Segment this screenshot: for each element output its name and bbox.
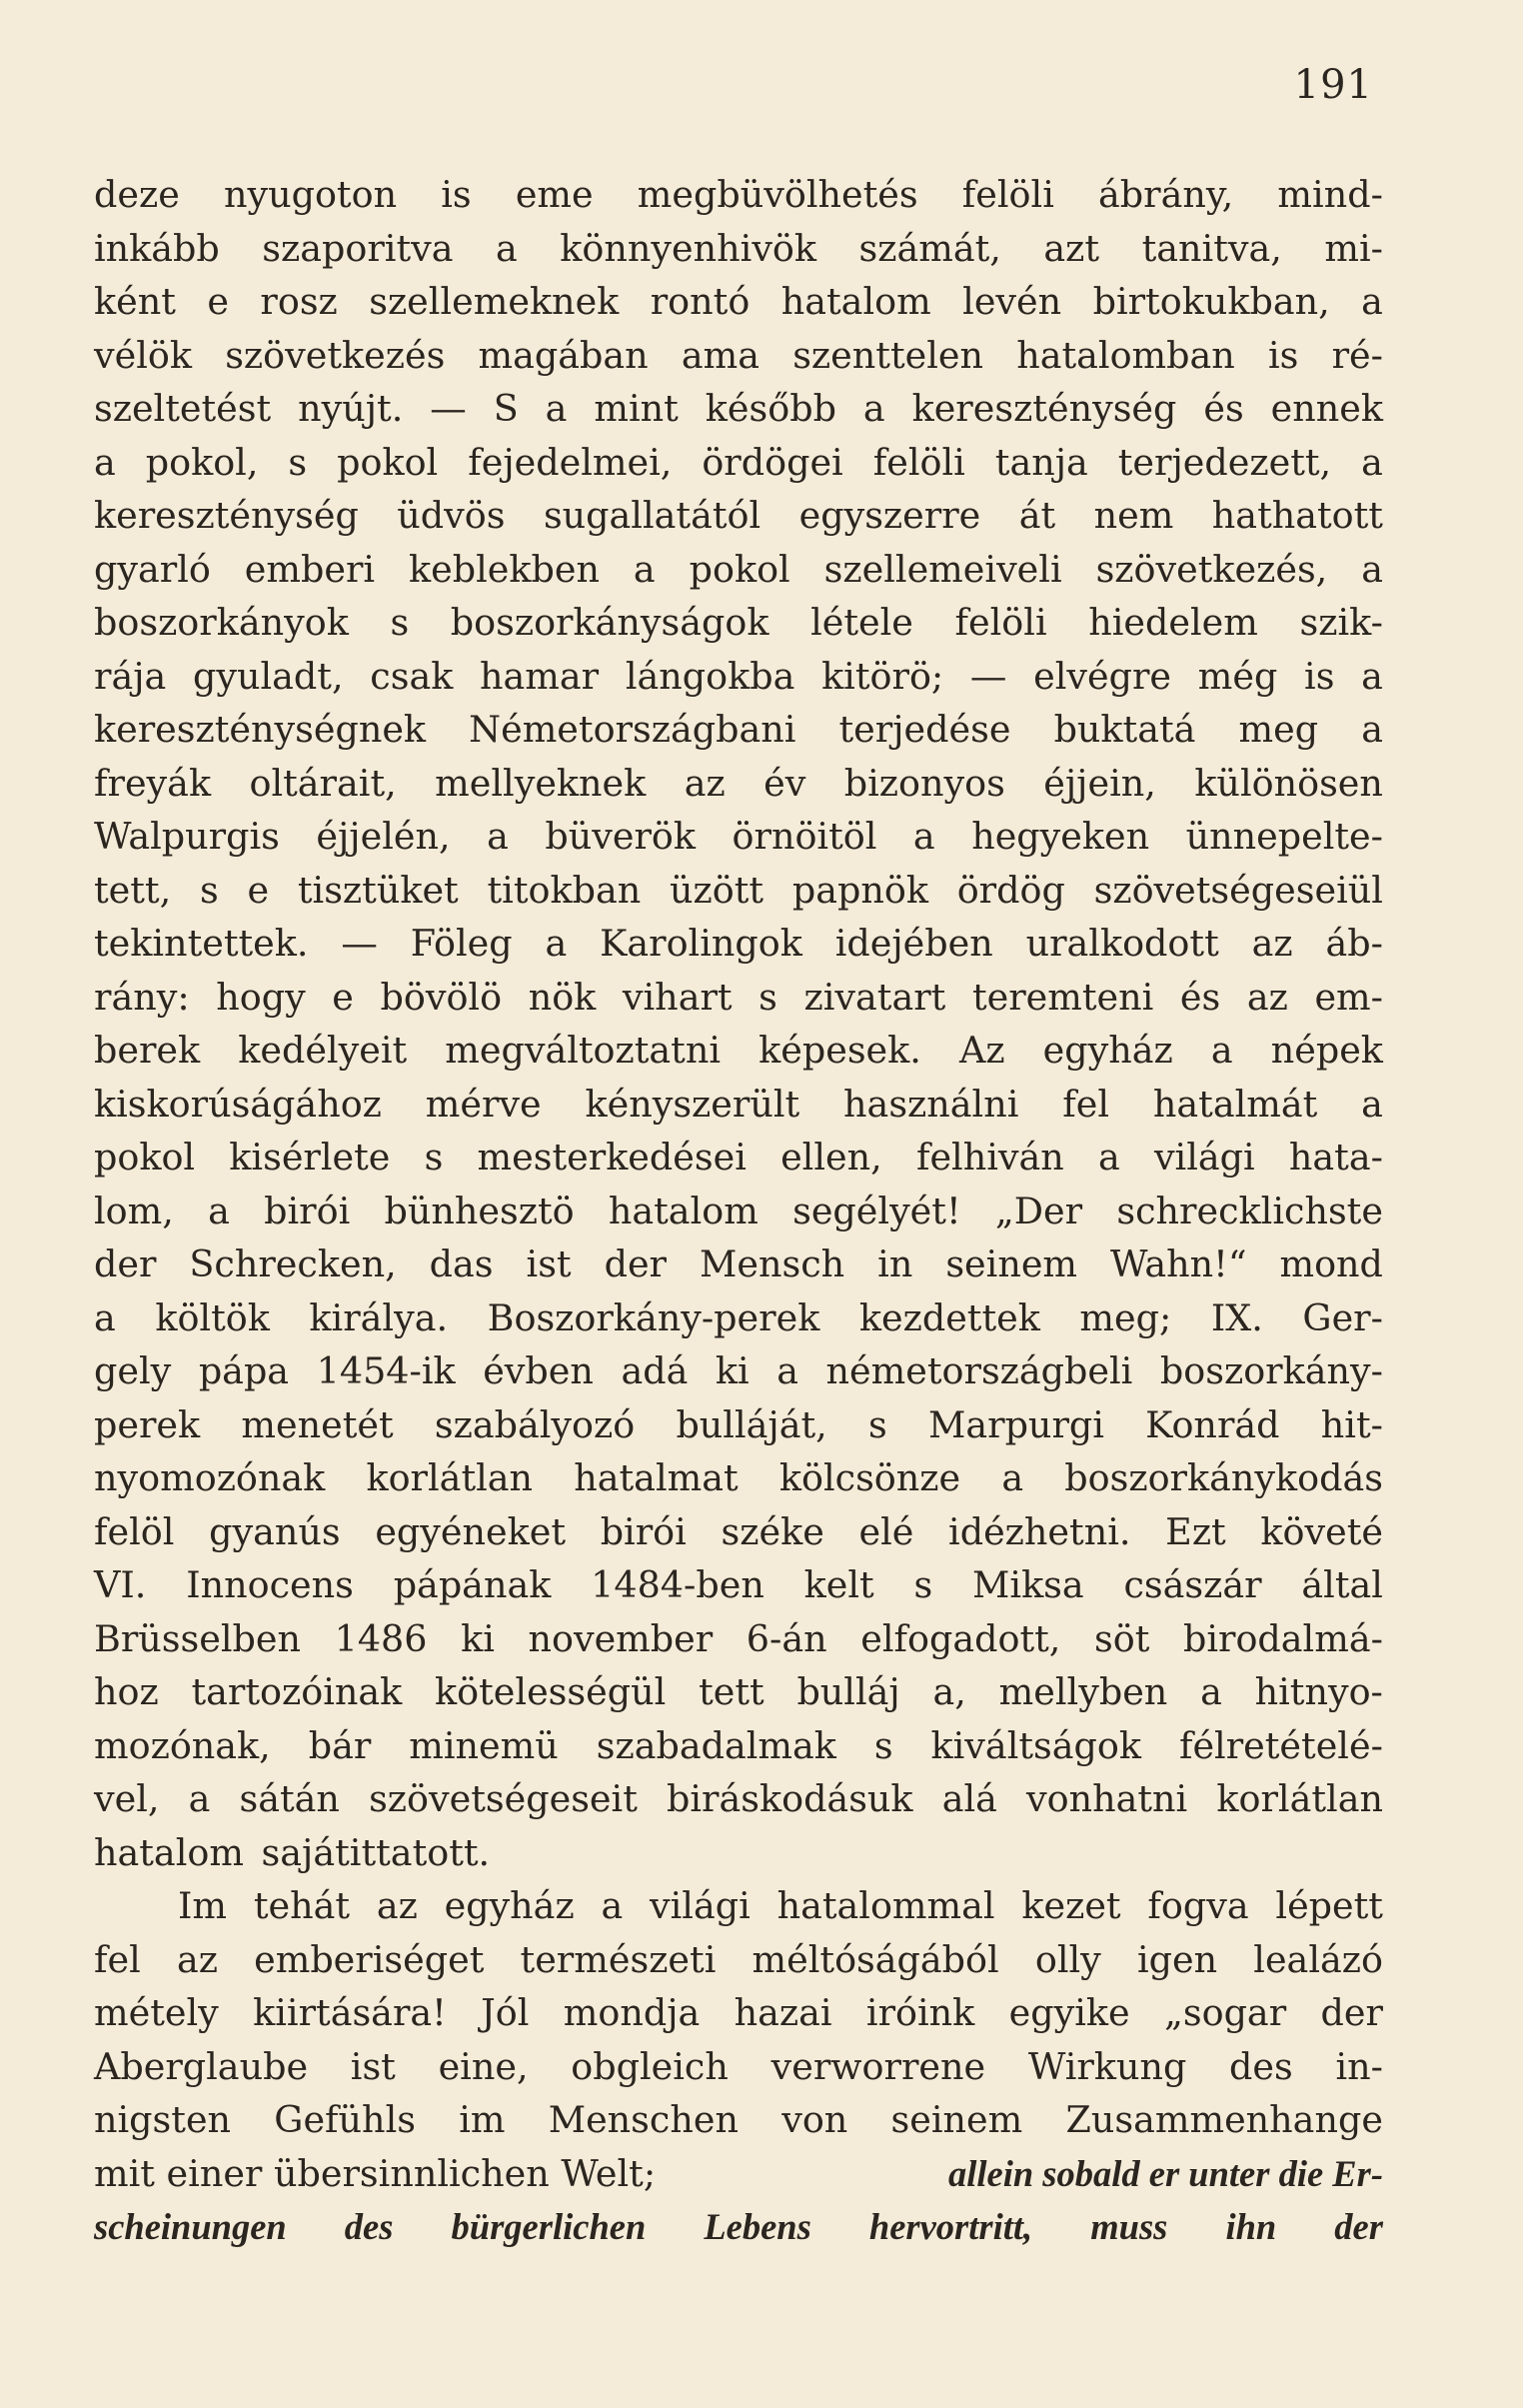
text-line: vel, a sátán szövetségeseit biráskodásuk alá vonhatni korlátlan bbox=[94, 1777, 1383, 1820]
text-line: rány: hogy e bövölö nök vihart s zivatart teremteni és az em- bbox=[94, 975, 1383, 1019]
text-line: tekintettek. — Föleg a Karolingok idejében uralkodott az áb- bbox=[94, 922, 1383, 965]
text-line: szeltetést nyújt. — S a mint később a kereszténység és ennek bbox=[94, 387, 1383, 430]
text-line: Brüsselben 1486 ki november 6-án elfogadott, söt birodalmá- bbox=[94, 1616, 1383, 1660]
text-line: tett, s e tisztüket titokban üzött papnök ördög szövetségeseiül bbox=[94, 868, 1383, 912]
text-line bbox=[94, 2147, 1383, 2201]
text-line: vélök szövetkezés magában ama szenttelen hatalomban is ré- bbox=[94, 333, 1383, 377]
text-line: boszorkányok s boszorkányságok létele felöli hiedelem szik- bbox=[94, 601, 1383, 644]
text-line: fel az emberiséget természeti méltóságából olly igen lealázó bbox=[94, 1937, 1383, 1981]
text-line: perek menetét szabályozó bulláját, s Marpurgi Konrád hit- bbox=[94, 1402, 1383, 1446]
page-number: 191 bbox=[1293, 62, 1373, 108]
text-line: a pokol, s pokol fejedelmei, ördögei felöli tanja terjedezett, a bbox=[94, 440, 1383, 484]
text-line-regular: mit einer übersinnlichen Welt; bbox=[94, 2151, 657, 2195]
text-line: der Schrecken, das ist der Mensch in seinem Wahn!“ mond bbox=[94, 1242, 1383, 1285]
text-line: pokol kisérlete s mesterkedései ellen, felhiván a világi hata- bbox=[94, 1136, 1383, 1179]
text-line: kereszténységnek Németországbani terjedése buktatá meg a bbox=[94, 708, 1383, 751]
text-line: Walpurgis éjjelén, a büverök örnöitöl a hegyeken ünnepelte- bbox=[94, 815, 1383, 858]
text-line: kereszténység üdvös sugallatától egyszerre át nem hathatott bbox=[94, 494, 1383, 537]
text-line: a költök királya. Boszorkány-perek kezdettek meg; IX. Ger- bbox=[94, 1295, 1383, 1339]
text-line: felöl gyanús egyéneket birói széke elé idézhetni. Ezt követé bbox=[94, 1509, 1383, 1553]
text-line: mozónak, bár minemü szabadalmak s kiváltságok félretételé- bbox=[94, 1723, 1383, 1767]
text-line: freyák oltárait, mellyeknek az év bizonyos éjjein, különösen bbox=[94, 761, 1383, 805]
text-line: hoz tartozóinak kötelességül tett bulláj a, mellyben a hitnyo- bbox=[94, 1670, 1383, 1713]
text-line: nigsten Gefühls im Menschen von seinem Zusammenhange bbox=[94, 2098, 1383, 2141]
text-line: VI. Innocens pápának 1484-ben kelt s Miksa császár által bbox=[94, 1563, 1383, 1606]
text-line: ként e rosz szellemeknek rontó hatalom levén birtokukban, a bbox=[94, 280, 1383, 323]
text-line: inkább szaporitva a könnyenhivök számát, azt tanitva, mi- bbox=[94, 226, 1383, 270]
text-line bbox=[94, 1826, 1383, 1880]
text-line: lom, a birói bünhesztö hatalom segélyét! „Der schrecklichste bbox=[94, 1189, 1383, 1232]
text-line: rája gyuladt, csak hamar lángokba kitörö; — elvégre még is a bbox=[94, 654, 1383, 698]
text-line: deze nyugoton is eme megbüvölhetés felöli ábrány, mind- bbox=[94, 173, 1383, 216]
text-line: Aberglaube ist eine, obgleich verworrene Wirkung des in- bbox=[94, 2044, 1383, 2088]
text-line: berek kedélyeit megváltoztatni képesek. Az egyház a népek bbox=[94, 1029, 1383, 1072]
text-line: Im tehát az egyház a világi hatalommal kezet fogva lépett bbox=[178, 1884, 1383, 1927]
text-line: kiskorúságához mérve kényszerült használni fel hatalmát a bbox=[94, 1082, 1383, 1126]
paragraph-1 bbox=[94, 168, 1383, 1879]
paragraph-2 bbox=[94, 1879, 1383, 2254]
text-line: gyarló emberi keblekben a pokol szellemeiveli szövetkezés, a bbox=[94, 547, 1383, 591]
text-line-italic: allein sobald er unter die Er- bbox=[948, 2152, 1383, 2194]
text-line: gely pápa 1454-ik évben adá ki a németországbeli boszorkány- bbox=[94, 1349, 1383, 1392]
text-line-content: hatalom sajátittatott. bbox=[94, 1830, 491, 1874]
text-line: métely kiirtására! Jól mondja hazai iróink egyike „sogar der bbox=[94, 1991, 1383, 2034]
text-line: scheinungen des bürgerlichen Lebens hervortritt, muss ihn der bbox=[94, 2206, 1383, 2247]
text-line: nyomozónak korlátlan hatalmat kölcsönze a boszorkánykodás bbox=[94, 1456, 1383, 1499]
